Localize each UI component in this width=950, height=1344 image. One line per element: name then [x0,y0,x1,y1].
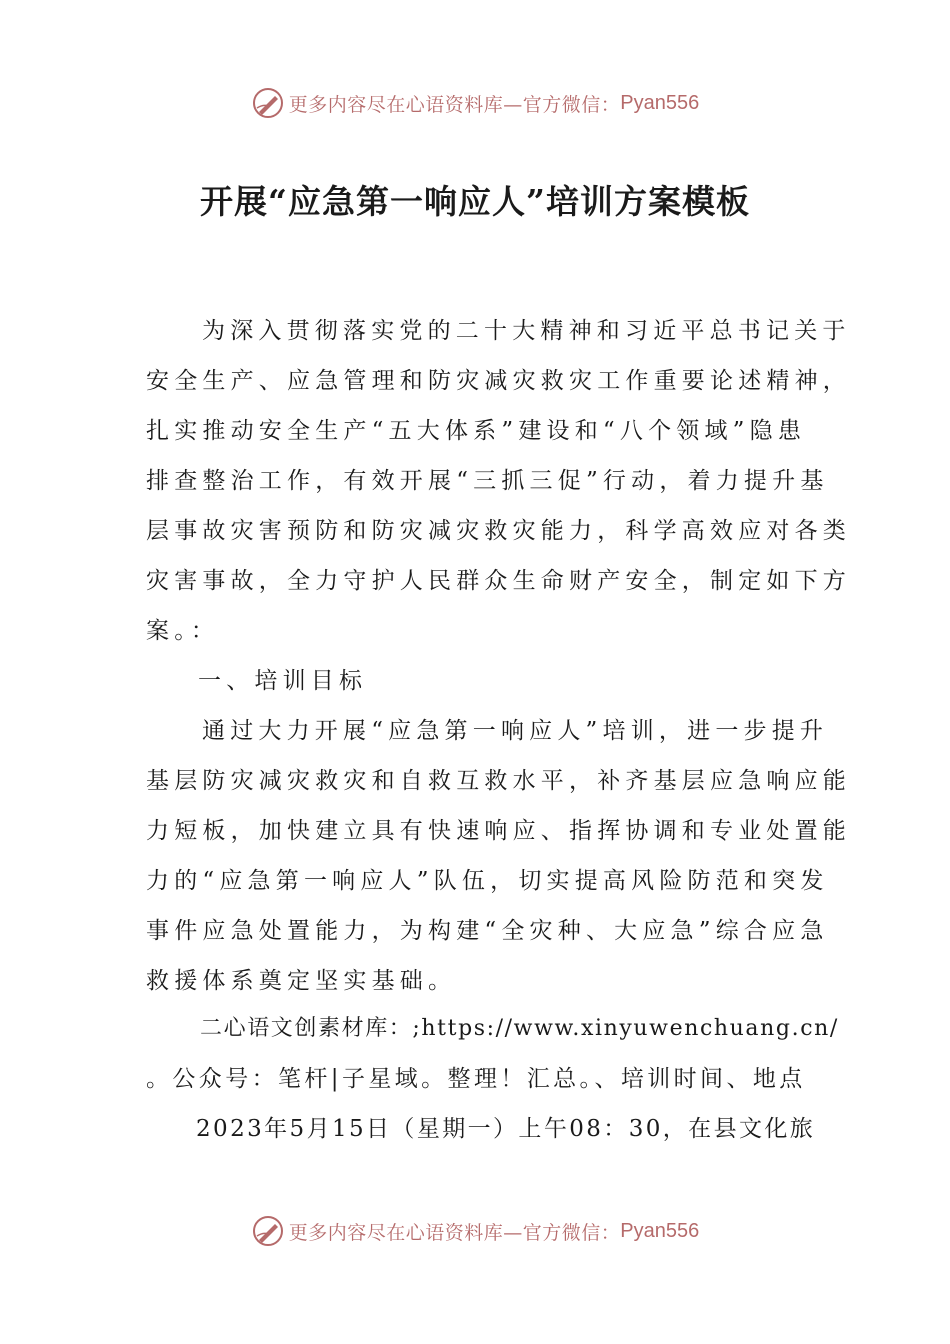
watermark-text: 更多内容尽在心语资料库—官方微信： [288,93,621,116]
paragraph-line: 力短板，加快建立具有快速响应、指挥协调和专业处置能 [146,818,851,844]
paragraph-line: 救援体系奠定坚实基础。 [146,968,457,994]
paragraph-line: 扎实推动安全生产“五大体系”建设和“八个领域”隐患 [146,418,807,444]
paragraph-line: 力的“应急第一响应人”队伍，切实提高风险防范和突发 [146,868,829,894]
paragraph-line: 层事故灾害预防和防灾减灾救灾能力，科学高效应对各类 [146,518,851,544]
paragraph-line: 排查整治工作，有效开展“三抓三促”行动，着力提升基 [146,468,829,494]
paragraph-line: 安全生产、应急管理和防灾减灾救灾工作重要论述精神， [146,368,851,394]
paragraph-line: 灾害事故，全力守护人民群众生命财产安全，制定如下方 [146,568,851,594]
paragraph-line: 基层防灾减灾救灾和自救互救水平，补齐基层应急响应能 [146,768,851,794]
watermark-footer [0,1211,950,1251]
section-heading: 一、培训目标 [198,668,368,694]
document-title: 开展“应急第一响应人”培训方案模板 [200,182,750,221]
paragraph-line: 通过大力开展“应急第一响应人”培训，进一步提升 [202,718,829,744]
watermark-text: 更多内容尽在心语资料库—官方微信： [288,1221,621,1244]
paragraph-line: 。公众号：笔杆|子星域。整理！汇总。、培训时间、地点 [146,1066,806,1092]
paragraph-line: 事件应急处置能力，为构建“全灾种、大应急”综合应急 [146,918,829,944]
watermark-wechat-id: Pyan556 [620,1219,700,1242]
paragraph-line: 为深入贯彻落实党的二十大精神和习近平总书记关于 [202,318,851,344]
watermark-wechat-id: Pyan556 [620,91,700,114]
paragraph-line: 2023年5月15日（星期一）上午08：30，在县文化旅 [196,1116,816,1142]
paragraph-line-with-url: 二心语文创素材库：;https://www.xinyuwenchuang.cn/ [200,1016,839,1041]
paragraph-line: 案。： [146,618,220,644]
watermark-header [0,83,950,123]
pen-logo-icon [251,1214,285,1248]
pen-logo-icon [251,86,285,120]
